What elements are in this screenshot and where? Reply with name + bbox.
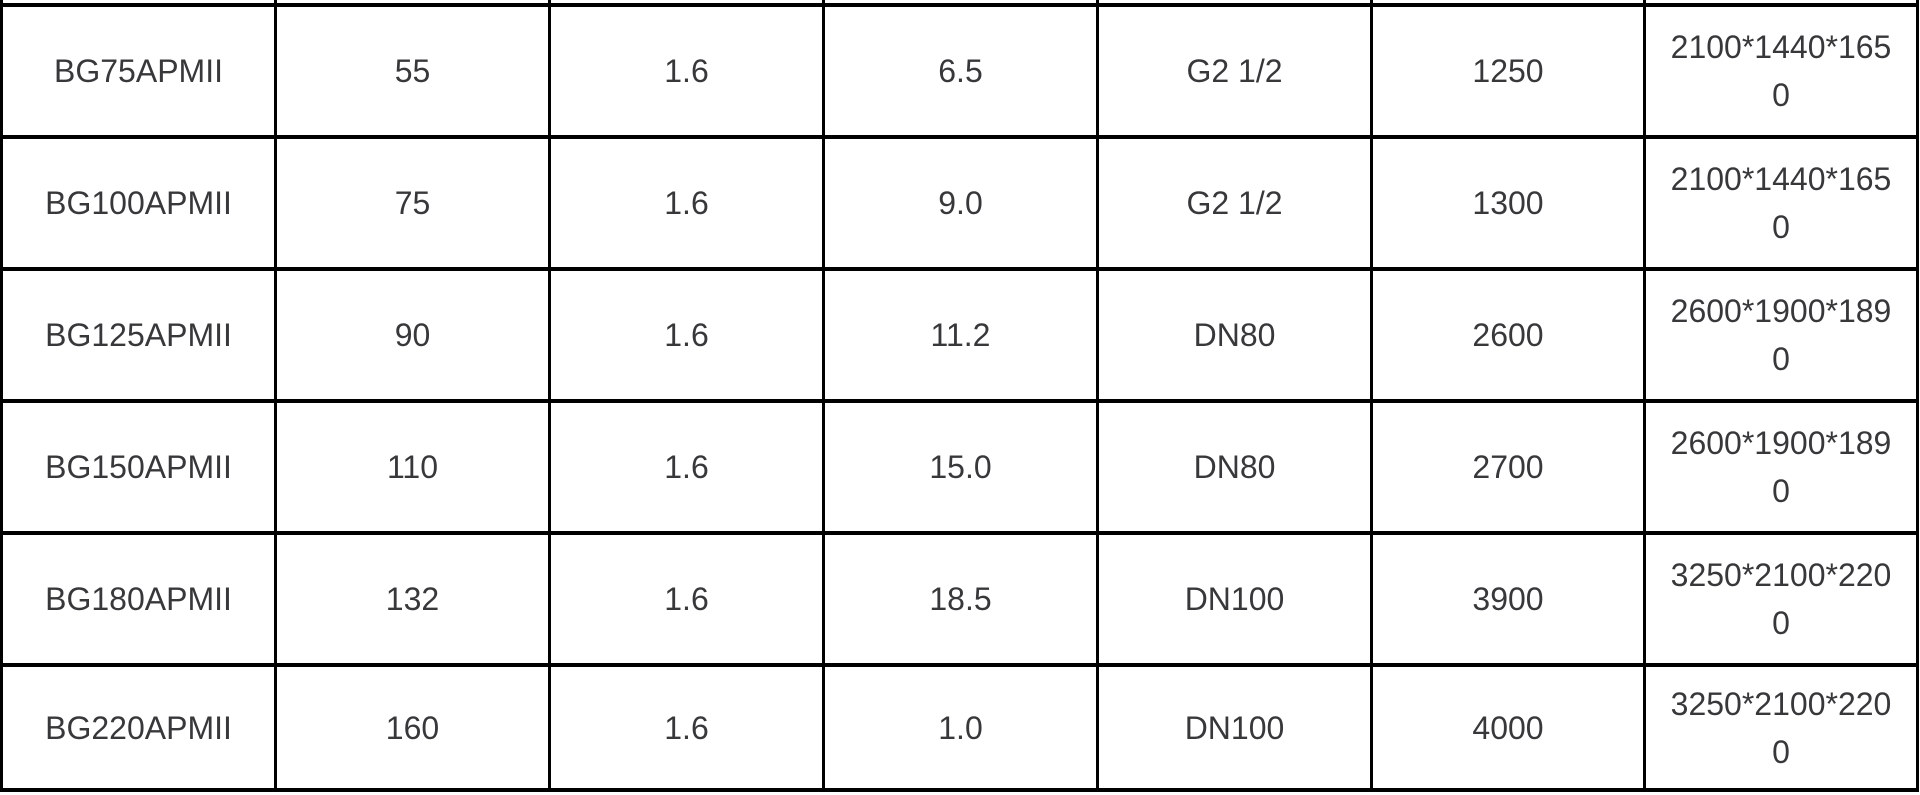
pressure-cell: 1.6 xyxy=(550,665,824,790)
weight-cell: 3900 xyxy=(1372,533,1645,665)
power-cell: 75 xyxy=(276,137,550,269)
model-cell: BG125APMII xyxy=(2,269,276,401)
capacity-cell: 6.5 xyxy=(824,5,1098,137)
model-cell: BG100APMII xyxy=(2,137,276,269)
outlet-cell: DN100 xyxy=(1098,665,1372,790)
power-cell: 90 xyxy=(276,269,550,401)
dimensions-cell xyxy=(1645,5,1918,137)
dimensions-value: 2100*1440*1650 xyxy=(1670,29,1892,113)
pressure-cell: 1.6 xyxy=(550,533,824,665)
outlet-cell: DN80 xyxy=(1098,269,1372,401)
model-cell: BG180APMII xyxy=(2,533,276,665)
dimensions-cell xyxy=(1645,137,1918,269)
table-row xyxy=(2,533,1918,665)
capacity-cell: 1.0 xyxy=(824,665,1098,790)
weight-cell: 2600 xyxy=(1372,269,1645,401)
power-cell: 110 xyxy=(276,401,550,533)
pressure-cell: 1.6 xyxy=(550,5,824,137)
model-cell: BG75APMII xyxy=(2,5,276,137)
weight-cell: 2700 xyxy=(1372,401,1645,533)
outlet-cell: G2 1/2 xyxy=(1098,137,1372,269)
table-row xyxy=(2,269,1918,401)
dimensions-cell xyxy=(1645,401,1918,533)
capacity-cell: 9.0 xyxy=(824,137,1098,269)
capacity-cell: 15.0 xyxy=(824,401,1098,533)
dimensions-value: 2600*1900*1890 xyxy=(1670,293,1892,377)
pressure-cell: 1.6 xyxy=(550,269,824,401)
table-row xyxy=(2,137,1918,269)
weight-cell: 1250 xyxy=(1372,5,1645,137)
dimensions-cell xyxy=(1645,269,1918,401)
outlet-cell: DN100 xyxy=(1098,533,1372,665)
table-row xyxy=(2,665,1918,790)
capacity-cell: 11.2 xyxy=(824,269,1098,401)
model-cell: BG150APMII xyxy=(2,401,276,533)
dimensions-cell xyxy=(1645,533,1918,665)
weight-cell: 1300 xyxy=(1372,137,1645,269)
weight-cell: 4000 xyxy=(1372,665,1645,790)
dimensions-value: 2100*1440*1650 xyxy=(1670,161,1892,245)
power-cell: 160 xyxy=(276,665,550,790)
pressure-cell: 1.6 xyxy=(550,401,824,533)
power-cell: 55 xyxy=(276,5,550,137)
table-row xyxy=(2,5,1918,137)
table-row xyxy=(2,401,1918,533)
dimensions-cell xyxy=(1645,665,1918,790)
power-cell: 132 xyxy=(276,533,550,665)
outlet-cell: DN80 xyxy=(1098,401,1372,533)
pressure-cell: 1.6 xyxy=(550,137,824,269)
dimensions-value: 2600*1900*1890 xyxy=(1670,425,1892,509)
dimensions-value: 3250*2100*2200 xyxy=(1670,685,1892,770)
dimensions-value: 3250*2100*2200 xyxy=(1670,557,1892,641)
outlet-cell: G2 1/2 xyxy=(1098,5,1372,137)
model-cell: BG220APMII xyxy=(2,665,276,790)
capacity-cell: 18.5 xyxy=(824,533,1098,665)
